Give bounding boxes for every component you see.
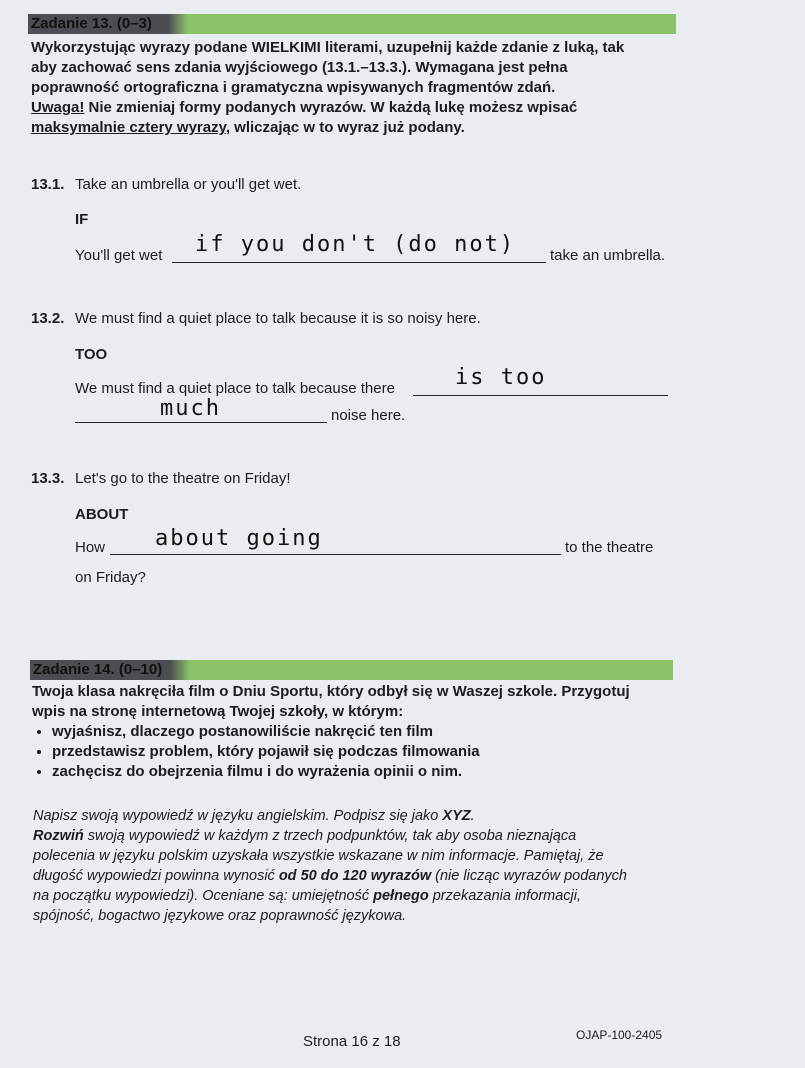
- task14-instr-line-6: spójność, bogactwo językowe oraz poprawność językowa.: [33, 908, 407, 924]
- item-13-3-source: Let's go to the theatre on Friday!: [75, 470, 291, 487]
- task14-p2-b: swoją wypowiedź w każdym z trzech podpunktów, tak aby osoba nieznająca: [83, 828, 577, 844]
- task14-p2-i: przekazania informacji,: [428, 888, 582, 904]
- task14-bullet-list: [32, 722, 692, 782]
- warning-text: Nie zmieniaj formy podanych wyrazów. W każdą lukę możesz wpisać: [84, 99, 578, 116]
- task13-instr-line-3: poprawność ortograficzna i gramatyczna wpisywanych fragmentów zdań.: [31, 79, 556, 96]
- task14-p2-g: na początku wypowiedzi). Oceniane są: umiejętność: [33, 888, 374, 904]
- item-13-1-source: Take an umbrella or you'll get wet.: [75, 176, 302, 193]
- item-13-2-answer-2[interactable]: much: [160, 396, 221, 421]
- item-13-2-prefix: We must find a quiet place to talk because there: [75, 380, 395, 397]
- task14-header: [30, 660, 673, 680]
- task13-instr-line-2: aby zachować sens zdania wyjściowego (13.1.–13.3.). Wymagana jest pełna: [31, 59, 568, 76]
- task14-p1-a: Napisz swoją wypowiedź w języku angielskim. Podpisz się jako: [33, 808, 443, 824]
- task14-intro: [32, 682, 692, 782]
- task14-instr-line-5: [33, 886, 693, 906]
- warning-label: Uwaga!: [31, 99, 85, 116]
- task14-intro-line-1: Twoja klasa nakręciła film o Dniu Sportu, który odbył się w Waszej szkole. Przygotuj: [32, 683, 630, 700]
- task13-warning: [31, 98, 691, 118]
- task14-instructions: [33, 806, 693, 926]
- item-13-1-suffix: take an umbrella.: [550, 247, 666, 264]
- task14-header-text: Zadanie 14. (0–10): [33, 661, 163, 678]
- task14-p1-c: .: [470, 808, 475, 824]
- item-13-1-keyword: IF: [75, 211, 89, 228]
- item-13-1-answer[interactable]: if you don't (do not): [195, 232, 516, 257]
- task14-p2-a: Rozwiń: [33, 828, 84, 844]
- task13-header-text: Zadanie 13. (0–3): [31, 15, 152, 32]
- task13-instructions: [31, 38, 691, 138]
- task14-bullet: • wyjaśnisz, dlaczego postanowiliście nakręcić ten film: [52, 722, 692, 742]
- item-13-2-source: We must find a quiet place to talk because it is so noisy here.: [75, 310, 481, 327]
- warning-underlined: maksymalnie cztery wyrazy: [31, 119, 226, 136]
- item-13-3-keyword: ABOUT: [75, 506, 129, 523]
- task13-header: [28, 14, 676, 34]
- document-code: OJAP-100-2405: [576, 1028, 663, 1042]
- item-13-2-number: 13.2.: [31, 310, 65, 327]
- task14-p2-e: od 50 do 120 wyrazów: [278, 868, 432, 884]
- warning-end: , wliczając w to wyraz już podany.: [225, 119, 465, 136]
- task14-instr-line-4: [33, 866, 693, 886]
- task14-p1-xyz: XYZ: [442, 808, 471, 824]
- task14-bullet: • przedstawisz problem, który pojawił się podczas filmowania: [52, 742, 692, 762]
- task13-warning-2: [31, 118, 691, 138]
- item-13-3-suffix-2: on Friday?: [75, 569, 146, 586]
- item-13-2-keyword: TOO: [75, 346, 108, 363]
- task14-p2-d: długość wypowiedzi powinna wynosić: [33, 868, 279, 884]
- item-13-3-prefix: How: [75, 539, 106, 556]
- item-13-1-blank-line[interactable]: [172, 262, 546, 263]
- item-13-3-answer[interactable]: about going: [155, 526, 323, 551]
- item-13-2-answer-1[interactable]: is too: [455, 365, 547, 390]
- item-13-1-prefix: You'll get wet: [75, 247, 163, 264]
- task14-intro-line-2: wpis na stronę internetową Twojej szkoły, w którym:: [32, 703, 404, 720]
- task13-instr-line-1: Wykorzystując wyrazy podane WIELKIMI literami, uzupełnij każde zdanie z luką, tak: [31, 39, 625, 56]
- item-13-2-blank-line-2[interactable]: [75, 422, 327, 423]
- task14-instr-line-3: polecenia w języku polskim uzyskała wszystkie wskazane w nim informacje. Pamiętaj, że: [33, 848, 604, 864]
- item-13-3-number: 13.3.: [31, 470, 65, 487]
- item-13-1-number: 13.1.: [31, 176, 65, 193]
- item-13-2-blank-line-1[interactable]: [413, 395, 668, 396]
- item-13-3-suffix: to the theatre: [565, 539, 654, 556]
- task14-instr-line-2: [33, 826, 693, 846]
- item-13-3-blank-line[interactable]: [110, 554, 561, 555]
- task14-bullet: • zachęcisz do obejrzenia filmu i do wyrażenia opinii o nim.: [52, 762, 692, 782]
- item-13-2-suffix: noise here.: [331, 407, 406, 424]
- task14-instr-line-1: [33, 806, 693, 826]
- task14-p2-f: (nie licząc wyrazów podanych: [431, 868, 627, 884]
- page-number: Strona 16 z 18: [303, 1033, 401, 1050]
- task14-p2-h: pełnego: [373, 888, 429, 904]
